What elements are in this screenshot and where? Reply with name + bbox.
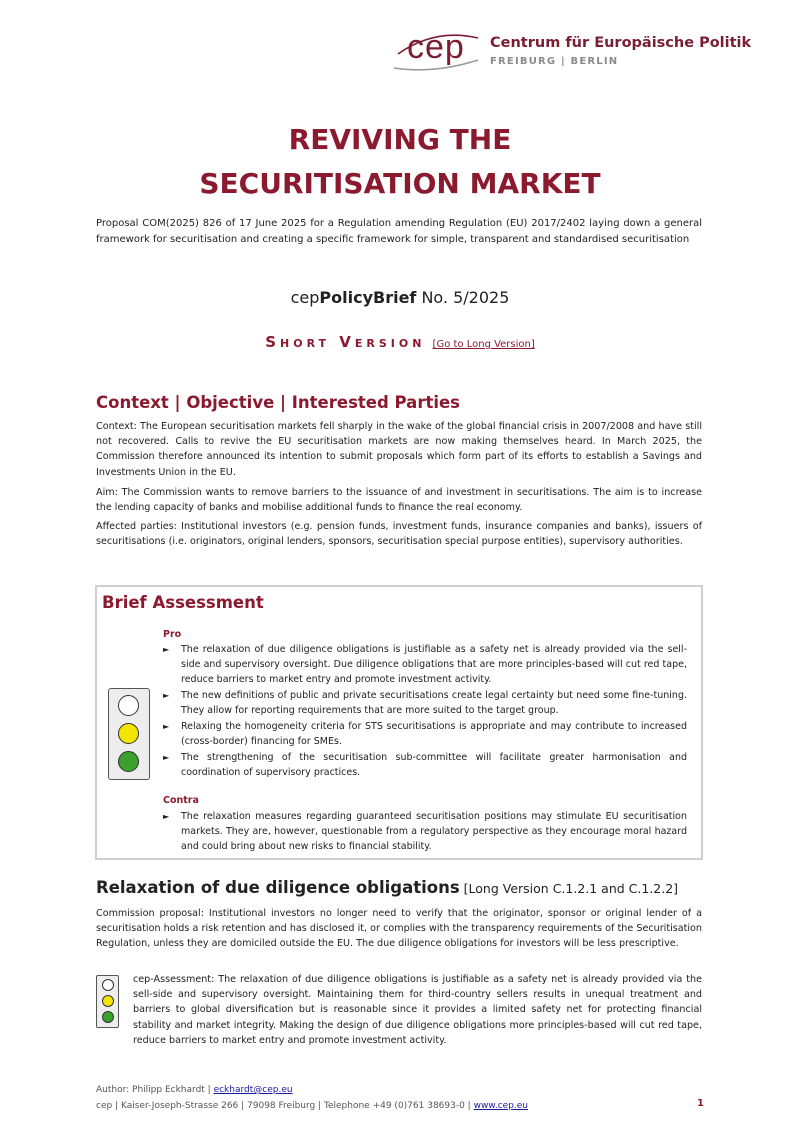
aim-label: Aim: [96, 487, 118, 498]
cep-assessment-label: cep-Assessment: [133, 974, 215, 985]
commission-proposal-label: Commission proposal: [96, 908, 204, 919]
bullet-arrow-icon: ► [163, 722, 170, 732]
logo-mark: cep [407, 28, 465, 66]
aim-text: The Commission wants to remove barriers to the issuance of and investment in securitisations. The aim is to increase the lending capacity of banks and mobilise additional funds to finance the real economy. [96, 487, 702, 514]
document-title [0, 118, 800, 206]
logo-organisation-name: Centrum für Europäische Politik [490, 35, 752, 51]
brief-prefix: cep [290, 288, 320, 307]
author-email-link[interactable]: eckhardt@cep.eu [213, 1085, 293, 1095]
bullet-arrow-icon: ► [163, 752, 170, 762]
contra-list [163, 809, 687, 855]
context-label: Context: [96, 421, 137, 432]
policy-brief-number [0, 288, 800, 307]
footer-address: cep | Kaiser-Joseph-Strasse 266 | 79098 Freiburg | Telephone +49 (0)761 38693-0 | [96, 1101, 474, 1111]
traffic-light-top-lamp [118, 695, 139, 716]
bullet-arrow-icon: ► [163, 645, 170, 654]
brief-number: No. 5/2025 [416, 288, 510, 307]
affected-paragraph [96, 519, 702, 549]
long-version-link[interactable]: [Go to Long Version] [432, 339, 535, 350]
cep-assessment-paragraph [133, 972, 702, 1048]
small-traffic-light-middle-lamp [102, 995, 114, 1007]
small-traffic-light-top-lamp [102, 979, 114, 991]
logo-cities: FREIBURG | BERLIN [490, 56, 619, 67]
traffic-light-icon [108, 688, 150, 780]
traffic-light-bottom-lamp [118, 751, 139, 772]
pro-item: ► The relaxation of due diligence obligations is justifiable as a safety net is already provided via the sell-side and supervisory oversight. Due diligence obligations that are more principles-based will cut red tape, reduce barriers to market entry and promote investment activity. [163, 644, 687, 686]
short-version-label: Short Version [265, 333, 426, 351]
context-heading: Context | Objective | Interested Parties [96, 393, 461, 412]
relaxation-heading [96, 878, 678, 897]
context-text: The European securitisation markets fell sharply in the wake of the global financial crisis in 2007/2008 and have still not recovered. Calls to revive the EU securitisation markets are now making themselves heard. In March 2025, the Commission therefore announced its intention to submit proposals which form part of its efforts to establish a Savings and Investments Union in the EU. [96, 421, 702, 478]
affected-text: Institutional investors (e.g. pension funds, investment funds, insurance companies and banks), issuers of securitisations (i.e. originators, original lenders, sponsors, securitisation special purpose entities), supervisory authorities. [96, 521, 702, 548]
cep-logo [390, 22, 752, 72]
aim-paragraph [96, 485, 702, 515]
small-traffic-light-icon [96, 975, 119, 1028]
small-traffic-light-bottom-lamp [102, 1011, 114, 1023]
footer-author-line [96, 1082, 706, 1098]
bullet-arrow-icon: ► [163, 812, 170, 821]
pro-label: Pro [163, 629, 182, 640]
title-line-2: SECURITISATION MARKET [199, 167, 601, 200]
page-number: 1 [697, 1098, 704, 1109]
pro-list [163, 642, 687, 781]
affected-label: Affected parties: [96, 521, 177, 532]
proposal-reference: Proposal COM(2025) 826 of 17 June 2025 for a Regulation amending Regulation (EU) 2017/2402 laying down a general framework for securitisation and creating a specific framework for simple, transparent and standardised securitisation [96, 218, 702, 245]
short-version-line [0, 332, 800, 351]
brief-assessment-heading: Brief Assessment [102, 593, 264, 612]
context-paragraph [96, 419, 702, 480]
title-line-1: REVIVING THE [288, 123, 512, 156]
footer [96, 1082, 706, 1114]
long-version-reference: [Long Version C.1.2.1 and C.1.2.2] [459, 881, 679, 896]
pro-item: ► The strengthening of the securitisation sub-committee will facilitate greater harmonisation and coordination of supervisory practices. [163, 751, 687, 779]
cep-assessment-text: The relaxation of due diligence obligations is justifiable as a safety net is already provided via the sell-side and supervisory oversight. Maintaining them for third-country sellers results in unequal treatment and barriers to global diversification but is reasonable since it provides a limited safety net for protecting financial stability and market integrity. Making the design of due diligence obligations more principles-based will cut red tape, reduce barriers to market entry and promote investment activity. [133, 974, 702, 1046]
commission-proposal-text: Institutional investors no longer need to verify that the originator, sponsor or original lender of a securitisation holds a risk retention and has disclosed it, or complies with the transparency requirements of the Securitisation Regulation, unless they are domiciled outside the EU. The due diligence obligations for investors will be less prescriptive. [96, 908, 703, 950]
brief-bold: PolicyBrief [319, 288, 417, 307]
contra-label: Contra [163, 795, 199, 806]
contra-item: ► The relaxation measures regarding guaranteed securitisation positions may stimulate EU securitisation markets. They are, however, questionable from a regulatory perspective as they encourage moral hazard and could bring about new risks to financial stability. [163, 811, 687, 853]
footer-author: Author: Philipp Eckhardt | [96, 1085, 214, 1095]
relaxation-title: Relaxation of due diligence obligations [96, 878, 460, 897]
website-link[interactable]: www.cep.eu [473, 1101, 528, 1111]
commission-proposal-paragraph [96, 906, 702, 952]
footer-address-line [96, 1098, 706, 1114]
pro-item: ► The new definitions of public and private securitisations create legal certainty but need some fine-tuning. They allow for reporting requirements that are more suited to the target group. [163, 690, 687, 717]
traffic-light-middle-lamp [118, 723, 139, 744]
bullet-arrow-icon: ► [163, 691, 170, 701]
pro-item: ► Relaxing the homogeneity criteria for STS securitisations is appropriate and may contribute to increased (cross-border) financing for SMEs. [163, 721, 687, 748]
